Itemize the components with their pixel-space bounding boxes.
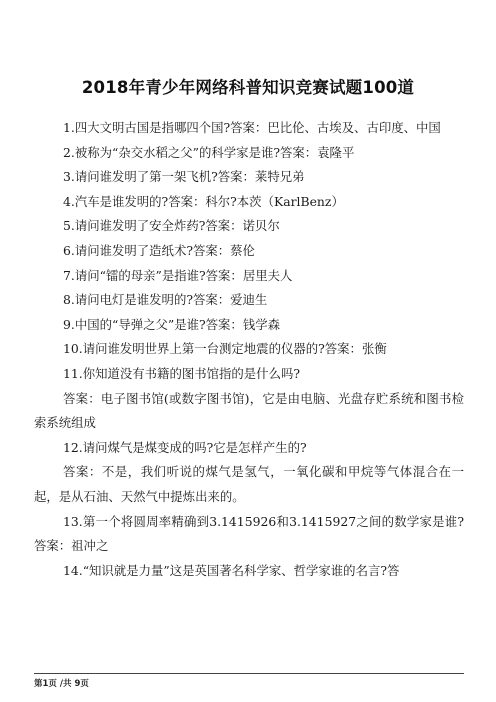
- page-number: 第1页 /共 9页: [34, 679, 89, 689]
- paragraph-8: 8.请问电灯是谁发明的?答案：爱迪生: [63, 292, 268, 308]
- paragraph-10: 10.请问谁发明世界上第一台测定地震的仪器的?答案：张衡: [63, 341, 387, 357]
- paragraph-11: 11.你知道没有书籍的图书馆指的是什么吗?: [63, 365, 300, 381]
- paragraph-15: 13.第一个将圆周率精确到3.1415926和3.1415927之间的数学家是谁?答案：祖冲之: [34, 513, 464, 554]
- paragraph-13: 12.请问煤气是煤变成的吗?它是怎样产生的?: [63, 439, 307, 455]
- paragraph-7: 7.请问“镭的母亲”是指谁?答案：居里夫人: [63, 267, 293, 283]
- paragraph-16: 14.“知识就是力量”这是英国著名科学家、哲学家谁的名言?答: [63, 562, 400, 578]
- paragraph-2: 2.被称为“杂交水稻之父”的科学家是谁?答案：袁隆平: [63, 144, 355, 160]
- paragraph-9: 9.中国的“导弹之父”是谁?答案：钱学森: [63, 316, 280, 332]
- footer-divider: [34, 673, 464, 674]
- paragraph-12: 答案：电子图书馆(或数字图书馆)，它是由电脑、光盘存贮系统和图书检索系统组成: [34, 390, 464, 431]
- paragraph-6: 6.请问谁发明了造纸术?答案：蔡伦: [63, 242, 255, 258]
- paragraph-3: 3.请问谁发明了第一架飞机?答案：莱特兄弟: [63, 169, 305, 185]
- document-title: 2018年青少年网络科普知识竞赛试题100道: [81, 78, 415, 97]
- paragraph-1: 1.四大文明古国是指哪四个国?答案：巴比伦、古埃及、古印度、中国: [63, 120, 441, 135]
- paragraph-5: 5.请问谁发明了安全炸药?答案：诺贝尔: [63, 218, 280, 234]
- paragraph-4: 4.汽车是谁发明的?答案：科尔?本茨（KarlBenz）: [63, 193, 344, 209]
- document-body: [34, 116, 464, 583]
- paragraph-14: 答案：不是，我们听说的煤气是氢气，一氧化碳和甲烷等气体混合在一起，是从石油、天然气中提炼出来的。: [34, 464, 464, 504]
